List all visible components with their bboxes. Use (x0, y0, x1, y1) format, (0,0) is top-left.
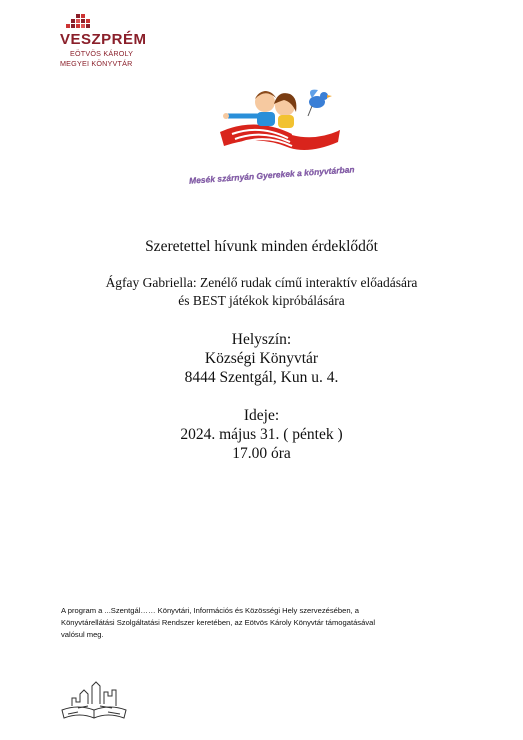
logo-title: VESZPRÉM (60, 31, 147, 48)
sponsor-line-3: valósul meg. (61, 630, 104, 639)
venue-name: Községi Könyvtár (204, 350, 319, 367)
book-castle-sketch-icon (58, 676, 130, 724)
sponsor-note (61, 605, 461, 641)
invitation-text: Szeretettel hívunk minden érdeklődőt (145, 238, 378, 255)
time-block (0, 406, 523, 463)
venue-block (0, 330, 523, 387)
time-label: Ideje: (243, 407, 280, 424)
slogan-text: Mesék szárnyán Gyerekek a könyvtárban (188, 164, 355, 186)
kids-on-book-illustration (180, 82, 365, 192)
logo-line-2: MEGYEI KÖNYVTÁR (60, 59, 133, 68)
event-hour: 17.00 óra (232, 445, 291, 462)
logo-line-1: EÖTVÖS KÁROLY (70, 49, 134, 58)
sponsor-line-2: Könyvtárellátási Szolgáltatási Rendszer keretében, az Eötvös Károly Könyvtár támogatásával (61, 618, 376, 627)
venue-address: 8444 Szentgál, Kun u. 4. (184, 369, 339, 386)
event-line-2: és BEST játékok kipróbálására (178, 293, 345, 308)
logo-mark-icon (66, 14, 94, 32)
event-line-1: Ágfay Gabriella: Zenélő rudak című interaktív előadására (105, 275, 418, 290)
library-logo (58, 14, 158, 74)
event-description (0, 274, 523, 310)
sponsor-line-1: A program a ...Szentgál…… Könyvtári, Információs és Közösségi Hely szervezésében, a (61, 606, 359, 615)
venue-label: Helyszín: (231, 331, 292, 348)
event-date: 2024. május 31. ( péntek ) (180, 426, 343, 443)
